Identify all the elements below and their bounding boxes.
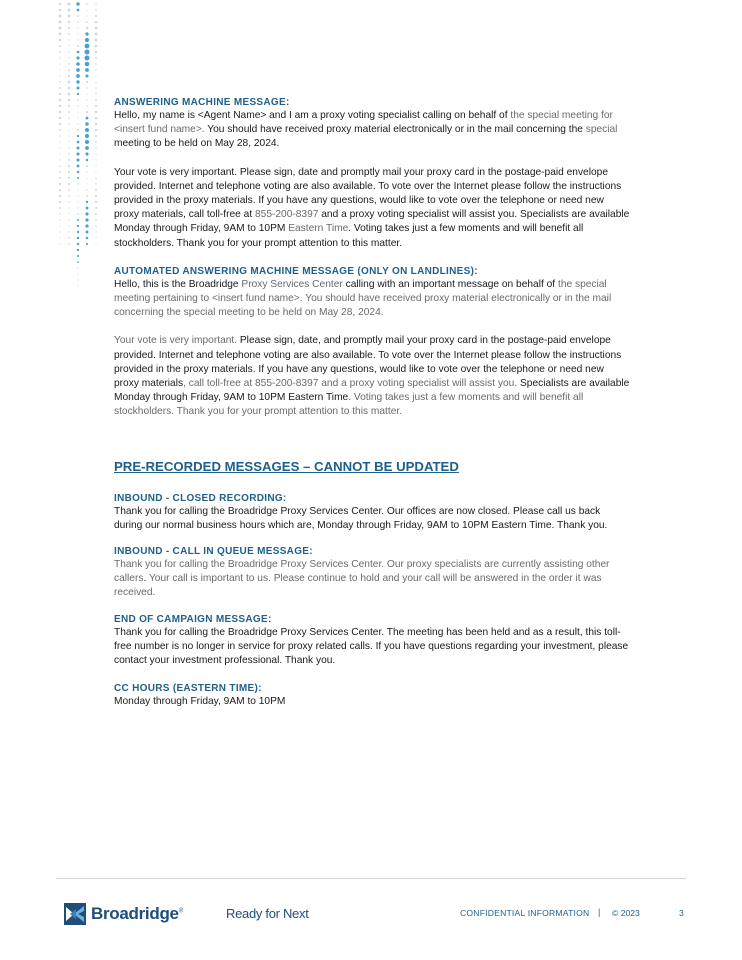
text-segment: special bbox=[585, 124, 618, 136]
end-campaign-text bbox=[114, 626, 630, 669]
text-segment: meeting to be held on May 28, 2024. bbox=[114, 138, 280, 150]
text-segment: , call toll-free at 855-200-8397 and a proxy voting specialist will assist you. bbox=[183, 378, 521, 390]
text-segment: Hello, this is the Broadridge bbox=[114, 278, 242, 290]
automated-machine-header: AUTOMATED ANSWERING MACHINE MESSAGE (ONLY ON LANDLINES): bbox=[114, 265, 478, 277]
decorative-dot-pattern bbox=[52, 0, 102, 290]
inbound-queue-header: INBOUND - CALL IN QUEUE MESSAGE: bbox=[114, 546, 313, 558]
inbound-queue-text bbox=[114, 558, 630, 601]
cc-hours-text bbox=[114, 695, 630, 709]
copyright: © 2023 bbox=[612, 908, 640, 918]
text-segment: Thank you for calling the Broadridge Proxy Services Center. Our proxy specialists are currently assisting other callers bbox=[114, 559, 610, 585]
text-segment: 855-200-8397 bbox=[254, 209, 322, 221]
text-segment: Thank you for calling the Broadridge Proxy Services Center. Our offices are now closed. Please call us back during our normal business hours which are, Monday through Friday, 9AM to 10PM Eastern Time. Thank you. bbox=[114, 505, 608, 531]
tagline: Ready for Next bbox=[226, 906, 309, 921]
text-segment: Eastern Time bbox=[288, 223, 349, 235]
text-segment: the special meeting pertaining to <insert fund name>. You should have received proxy material electronically or in the mail concerning the special meeting to be held on May 28, 2024. bbox=[114, 278, 612, 319]
page-number: 3 bbox=[679, 908, 684, 918]
text-segment: . bbox=[143, 573, 149, 585]
message-document bbox=[114, 96, 630, 709]
text-segment: Please sign, date, and promptly mail your proxy card in the postage-paid envelope provided. Internet and telephone voting are also available. To vote over the Internet please follow the instructions provided in the proxy materials. If you have any questions, would like to vote over the telephone or need new proxy materials bbox=[114, 335, 622, 390]
text-segment: Your call is important to us. Please continue to hold and your call will be answered in the order it was received. bbox=[114, 573, 602, 599]
inbound-closed-header: INBOUND - CLOSED RECORDING: bbox=[114, 492, 287, 504]
text-segment: Proxy Services Center bbox=[241, 278, 346, 290]
text-segment: calling with an important message on behalf of bbox=[345, 278, 558, 290]
end-campaign-header: END OF CAMPAIGN MESSAGE: bbox=[114, 613, 272, 625]
answering-machine-header: ANSWERING MACHINE MESSAGE: bbox=[114, 97, 290, 108]
prerecorded-section-title: PRE-RECORDED MESSAGES – CANNOT BE UPDATED bbox=[114, 458, 459, 474]
text-segment: and a proxy voting specialist will assist you. Specialists are available Monday through Friday, 9AM to 10PM bbox=[114, 209, 630, 235]
broadridge-logo bbox=[64, 902, 183, 926]
text-segment: Your vote is very important. Please sign, date and promptly mail your proxy card in the postage-paid envelope provided. Internet and telephone voting are also available. To vote over the Internet please follow the instructions provided in the proxy materials. If you have any questions, would like to vote over the telephone or need new proxy materials, call toll-free at bbox=[114, 166, 622, 221]
answering-machine-para-2 bbox=[114, 166, 630, 251]
text-segment: Monday through Friday, 9AM to 10PM bbox=[114, 696, 286, 708]
text-segment: Specialists are available Monday through Friday, 9AM to 10PM Eastern Time bbox=[114, 378, 630, 404]
answering-machine-para-1 bbox=[114, 109, 630, 152]
text-segment: You should have received proxy material electronically or in the mail concerning the bbox=[207, 124, 586, 136]
text-segment: . Voting takes just a few moments and will benefit all stockholders. Thank you for your prompt attention to this matter. bbox=[114, 223, 584, 249]
text-segment: Hello, my name is <Agent Name> and I am a proxy voting specialist calling on behalf of bbox=[114, 110, 511, 121]
footer-divider bbox=[56, 878, 686, 879]
broadridge-logo-wordmark: Broadridge® bbox=[91, 904, 183, 923]
text-segment: Your vote is very important. bbox=[114, 335, 240, 347]
inbound-closed-text bbox=[114, 505, 630, 533]
footer-separator: | bbox=[598, 907, 601, 917]
cc-hours-header: CC HOURS (EASTERN TIME): bbox=[114, 683, 262, 695]
confidential-label: CONFIDENTIAL INFORMATION bbox=[460, 908, 590, 918]
automated-machine-para-1 bbox=[114, 278, 630, 321]
automated-machine-para-2 bbox=[114, 334, 630, 419]
text-segment: Thank you for calling the Broadridge Proxy Services Center. The meeting has been held and as a result, this toll-free number is no longer in service for proxy related calls. If you have questions regarding your investment, please contact your investment professional. Thank you. bbox=[114, 626, 629, 667]
broadridge-logo-icon bbox=[64, 903, 86, 925]
text-segment: the special meeting for <insert fund name>. bbox=[114, 110, 613, 136]
text-segment: . Voting takes just a few moments and will benefit all stockholders. Thank you for your prompt attention to this matter. bbox=[114, 392, 584, 418]
